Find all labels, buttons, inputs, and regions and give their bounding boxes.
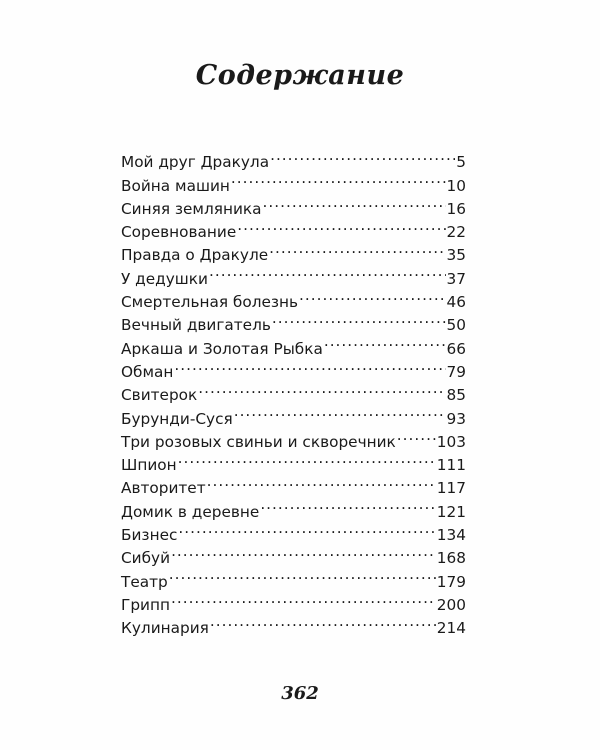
table-of-contents xyxy=(121,144,466,638)
toc-entry-title: Домик в деревне xyxy=(121,502,260,521)
toc-entry-page: 79 xyxy=(446,362,466,381)
toc-entry-title: Сибуй xyxy=(121,549,171,568)
toc-entry-title: Шпион xyxy=(121,456,177,475)
toc-entry-title: Правда о Дракуле xyxy=(121,246,269,265)
toc-entry xyxy=(121,144,466,172)
dot-leader xyxy=(171,587,436,610)
toc-entry-page: 66 xyxy=(446,339,466,358)
dot-leader xyxy=(171,540,436,563)
dot-leader xyxy=(269,237,445,260)
dot-leader xyxy=(178,517,435,540)
toc-entry-title: Война машин xyxy=(121,176,230,195)
dot-leader xyxy=(198,377,445,400)
toc-entry-page: 10 xyxy=(446,176,466,195)
toc-entry xyxy=(121,587,466,614)
toc-entry-title: Грипп xyxy=(121,595,170,614)
dot-leader xyxy=(234,400,446,423)
dot-leader xyxy=(324,330,446,353)
toc-entry-page: 103 xyxy=(436,432,466,451)
toc-entry-title: Смертельная болезнь xyxy=(121,293,299,312)
page-number: 362 xyxy=(281,683,319,704)
toc-entry-page: 85 xyxy=(446,386,466,405)
dot-leader xyxy=(299,284,446,307)
dot-leader xyxy=(237,214,445,237)
dot-leader xyxy=(210,610,436,633)
toc-entry-title: Три розовых свиньи и скворечник xyxy=(121,432,396,451)
toc-entry-page: 16 xyxy=(446,199,466,218)
toc-entry-page: 214 xyxy=(436,619,466,638)
toc-entry-title: Аркаша и Золотая Рыбка xyxy=(121,339,323,358)
toc-entry-page: 121 xyxy=(436,502,466,521)
toc-entry-title: Свитерок xyxy=(121,386,198,405)
toc-entry-page: 35 xyxy=(446,246,466,265)
toc-entry-page: 5 xyxy=(456,153,466,172)
dot-leader xyxy=(207,470,436,493)
toc-entry xyxy=(121,563,466,591)
toc-entry-page: 93 xyxy=(446,409,466,428)
dot-leader xyxy=(209,260,446,283)
toc-entry-title: Бурунди-Суся xyxy=(121,409,233,428)
toc-entry xyxy=(121,540,466,568)
dot-leader xyxy=(263,191,446,214)
toc-entry-page: 134 xyxy=(436,526,466,545)
toc-entry-title: Обман xyxy=(121,362,174,381)
dot-leader xyxy=(272,307,446,330)
toc-entry-page: 179 xyxy=(436,572,466,591)
toc-entry-page: 200 xyxy=(436,595,466,614)
toc-entry-title: У дедушки xyxy=(121,269,208,288)
dot-leader xyxy=(178,447,436,470)
toc-entry xyxy=(121,610,466,638)
dot-leader xyxy=(270,144,455,167)
toc-entry-page: 46 xyxy=(446,293,466,312)
toc-entry-title: Кулинария xyxy=(121,619,209,638)
toc-entry-title: Бизнес xyxy=(121,526,178,545)
toc-entry-title: Вечный двигатель xyxy=(121,316,271,335)
toc-entry-page: 22 xyxy=(446,223,466,242)
dot-leader xyxy=(397,424,436,447)
dot-leader xyxy=(231,167,446,190)
toc-entry-title: Соревнование xyxy=(121,223,237,242)
toc-entry-page: 37 xyxy=(446,269,466,288)
toc-entry-title: Авторитет xyxy=(121,479,206,498)
toc-entry-title: Мой друг Дракула xyxy=(121,153,270,172)
dot-leader xyxy=(169,563,436,586)
toc-entry-page: 50 xyxy=(446,316,466,335)
toc-entry-title: Театр xyxy=(121,572,168,591)
toc-entry-page: 117 xyxy=(436,479,466,498)
toc-entry-title: Синяя земляника xyxy=(121,199,262,218)
dot-leader xyxy=(260,493,435,516)
dot-leader xyxy=(174,354,445,377)
toc-entry-page: 111 xyxy=(436,456,466,475)
toc-entry-page: 168 xyxy=(436,549,466,568)
page-title: Содержание xyxy=(195,60,405,91)
